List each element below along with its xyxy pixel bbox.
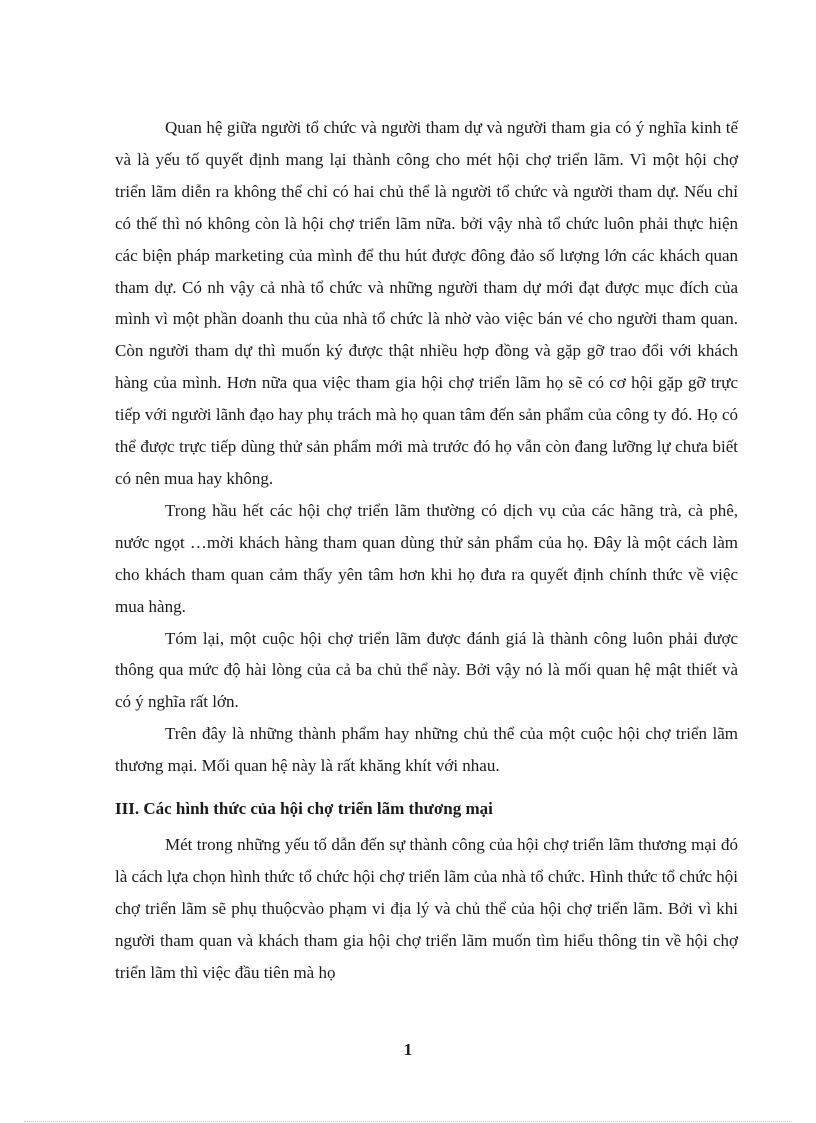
paragraph-organizer-participant-relationship: Quan hệ giữa người tổ chức và người tham dự và người tham gia có ý nghĩa kinh tế và là yếu tố quyết định mang lại thành công cho mét hội chợ triển lãm. Vì một hội chợ triển lãm diễn ra không thể chỉ có hai chủ thể là người tổ chức và người tham dự. Nếu chỉ có thế thì nó không còn là hội chợ triển lãm nữa. bởi vậy nhà tổ chức luôn phải thực hiện các biện pháp marketing của mình để thu hút được đông đảo số lượng lớn các khách quan tham dự. Có nh vậy cả nhà tổ chức và những người tham dự mới đạt được mục đích của mình vì một phần doanh thu của nhà tổ chức là nhờ vào việc bán vé cho người tham quan. Còn người tham dự thì muốn ký được thật nhiều hợp đồng và gặp gỡ trao đổi với khách hàng của mình. Hơn nữa qua việc tham gia hội chợ triển lãm họ sẽ có cơ hội gặp gỡ trực tiếp với người lãnh đạo hay phụ trách mà họ quan tâm đến sản phẩm của công ty đó. Họ có thể được trực tiếp dùng thử sản phẩm mới mà trước đó họ vẫn còn đang lưỡng lự chưa biết có nên mua hay không. — [115, 118, 738, 488]
paragraph-closing-remark: Trên đây là những thành phẩm hay những chủ thể của một cuộc hội chợ triển lãm thương mại. Mối quan hệ này là rất khăng khít với nhau. — [115, 724, 738, 776]
page-body — [115, 112, 738, 988]
page-number: 1 — [403, 1040, 413, 1059]
paragraph-summary-success: Tóm lại, một cuộc hội chợ triển lãm được đánh giá là thành công luôn phải được thông qua mức độ hài lòng của cả ba chủ thể này. Bởi vậy nó là mối quan hệ mật thiết và có ý nghĩa rất lớn. — [115, 628, 738, 712]
paragraph-forms-of-fairs: Mét trong những yếu tố dẫn đến sự thành công của hội chợ triển lãm thương mại đó là cách lựa chọn hình thức tổ chức hội chợ triển lãm của nhà tổ chức. Hình thức tổ chức hội chợ triển lãm sẽ phụ thuộcvào phạm vi địa lý và chủ thể của hội chợ triển lãm. Bởi vì khi người tham quan và khách tham gia hội chợ triển lãm muốn tìm hiểu thông tin về hội chợ triển lãm thì việc đầu tiên mà họ — [115, 834, 738, 982]
section-heading: III. Các hình thức của hội chợ triển lãm thương mại — [115, 799, 493, 819]
paragraph-beverage-services: Trong hầu hết các hội chợ triển lãm thường có dịch vụ của các hãng trà, cà phê, nước ngọt …mời khách hàng tham quan dùng thử sản phẩm của họ. Đây là một cách làm cho khách tham quan cảm thấy yên tâm hơn khi họ đưa ra quyết định chính thức về việc mua hàng. — [115, 500, 738, 616]
page-bottom-divider — [24, 1121, 792, 1122]
